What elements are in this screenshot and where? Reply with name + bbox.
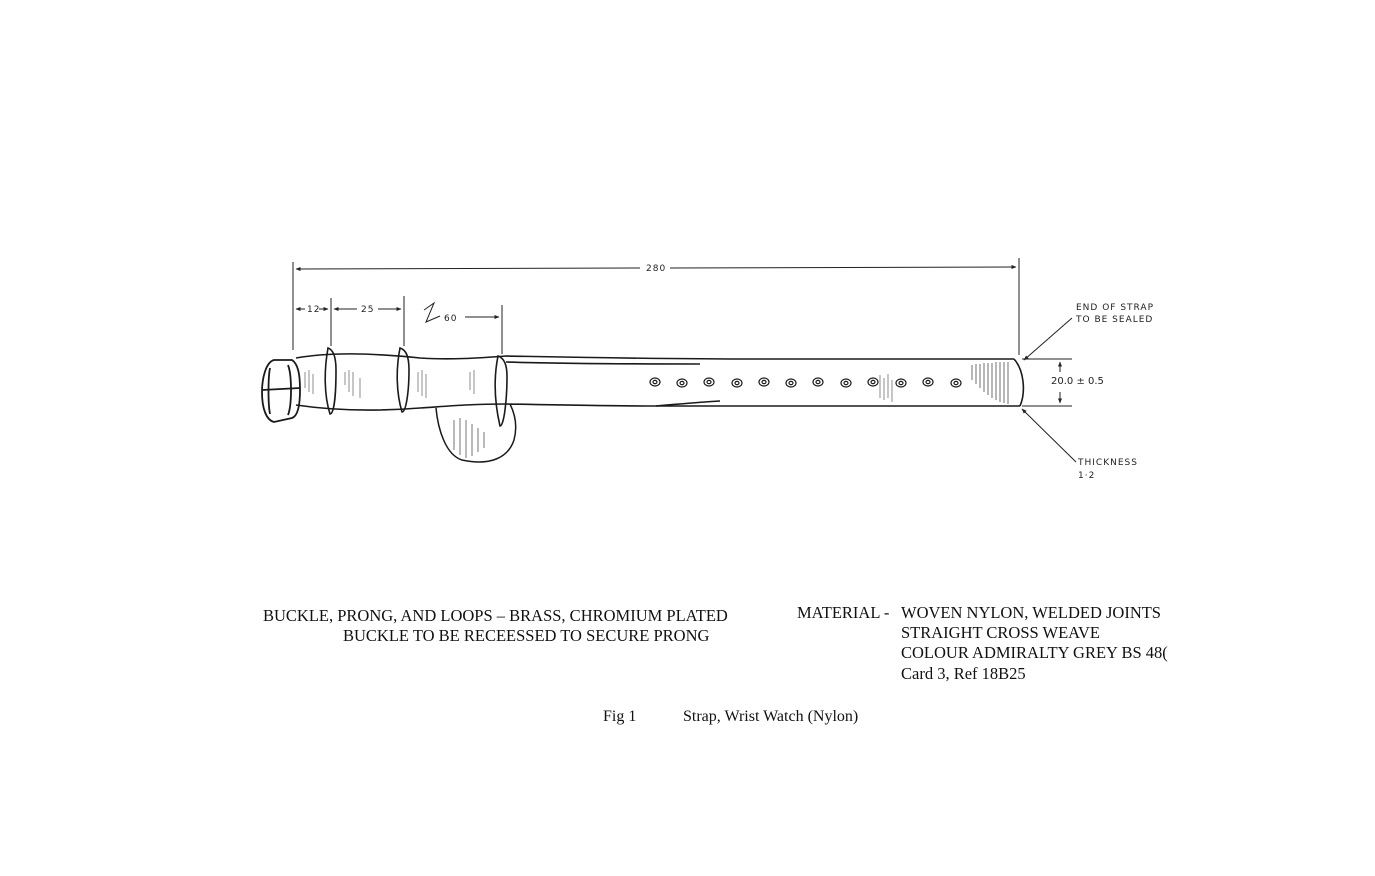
figure-number: Fig 1 [603, 708, 637, 725]
strap-hole-center [844, 381, 848, 384]
strap-hole-center [899, 381, 903, 384]
finish-note: BUCKLE, PRONG, AND LOOPS – BRASS, CHROMIUM PLATED [263, 606, 728, 625]
strap-hole [868, 378, 878, 386]
strap-hole-center [762, 380, 766, 383]
strap-hole-center [653, 380, 657, 383]
material-line2: STRAIGHT CROSS WEAVE [901, 623, 1100, 642]
material-line1: WOVEN NYLON, WELDED JOINTS [901, 603, 1161, 622]
strap-hole-center [789, 381, 793, 384]
material-label: MATERIAL - [797, 603, 890, 622]
leader-lines [1022, 318, 1076, 462]
strap-hole [759, 378, 769, 386]
end-note-line2: TO BE SEALED [1076, 315, 1154, 325]
strap-end-shading [972, 362, 1008, 404]
dim-12-label: 12 [307, 305, 321, 315]
strap-hole-center [954, 381, 958, 384]
strap-width-label: 20.0 ± 0.5 [1051, 376, 1104, 387]
strap-holes [650, 378, 961, 387]
dim-25-label: 25 [361, 305, 375, 315]
strap-hole [704, 378, 714, 386]
strap-hole-center [926, 380, 930, 383]
strap-hole [896, 379, 906, 387]
loop-spacing-dimensions [296, 296, 502, 354]
strap-hole [813, 378, 823, 386]
strap-hole-center [871, 380, 875, 383]
end-note-line1: END OF STRAP [1076, 303, 1155, 313]
strap-hole [923, 378, 933, 386]
strap-hole [650, 378, 660, 386]
strap-hole [677, 379, 687, 387]
figure-title: Strap, Wrist Watch (Nylon) [683, 708, 859, 725]
strap-hole-center [680, 381, 684, 384]
strap-hole [841, 379, 851, 387]
strap-hole [951, 379, 961, 387]
dim-60-label: 60 [444, 314, 458, 324]
buckle [262, 360, 300, 422]
strap-loops [325, 348, 507, 426]
strap-shading [305, 370, 892, 402]
strap-hole-center [735, 381, 739, 384]
thickness-value: 1·2 [1078, 471, 1096, 481]
strap-hole [786, 379, 796, 387]
material-line3: COLOUR ADMIRALTY GREY BS 48( [901, 643, 1168, 662]
strap-hole-center [707, 380, 711, 383]
buckle-note: BUCKLE TO BE RECEESSED TO SECURE PRONG [343, 626, 710, 645]
strap-fold [436, 404, 516, 462]
thickness-label: THICKNESS [1078, 458, 1138, 468]
strap-hole [732, 379, 742, 387]
overall-length-label: 280 [646, 264, 667, 274]
strap-hole-center [816, 380, 820, 383]
material-ref: Card 3, Ref 18B25 [901, 664, 1026, 683]
